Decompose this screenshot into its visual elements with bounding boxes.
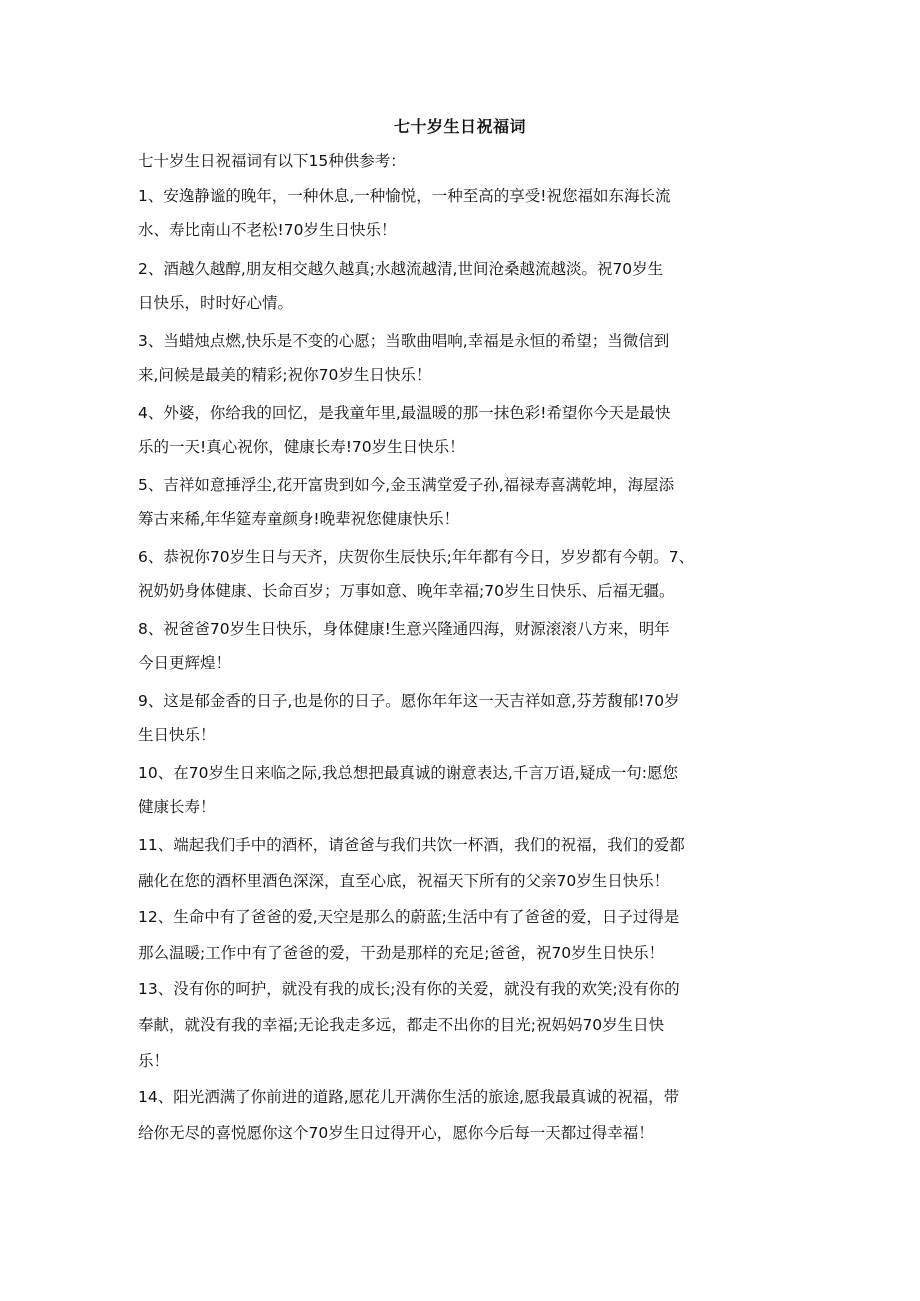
text-line: 2、酒越久越醇,朋友相交越久越真;水越流越清,世间沧桑越流越淡。祝70岁生: [138, 260, 664, 278]
text-line: 乐！: [138, 1052, 170, 1070]
text-line: 5、吉祥如意捶浮尘,花开富贵到如今,金玉满堂爱子孙,福禄寿喜满乾坤，海屋添: [138, 476, 675, 494]
text-line: 祝奶奶身体健康、长命百岁；万事如意、晚年幸福;70岁生日快乐、后福无疆。: [138, 582, 675, 600]
text-line: 6、恭祝你70岁生日与天齐，庆贺你生辰快乐;年年都有今日，岁岁都有今朝。7、: [138, 548, 695, 566]
text-line: 9、这是郁金香的日子,也是你的日子。愿你年年这一天吉祥如意,芬芳馥郁!70岁: [138, 692, 680, 710]
text-line: 今日更辉煌！: [138, 654, 232, 672]
text-line: 14、阳光洒满了你前进的道路,愿花儿开满你生活的旅途,愿我最真诚的祝福，带: [138, 1088, 680, 1106]
text-line: 3、当蜡烛点燃,快乐是不变的心愿；当歌曲唱响,幸福是永恒的希望；当微信到: [138, 332, 670, 350]
text-line: 12、生命中有了爸爸的爱,天空是那么的蔚蓝;生活中有了爸爸的爱，日子过得是: [138, 908, 680, 926]
text-line: 日快乐，时时好心情。: [138, 294, 294, 312]
text-line: 1、安逸静谧的晚年，一种休息,一种愉悦，一种至高的享受!祝您福如东海长流: [138, 187, 671, 205]
text-line: 10、在70岁生日来临之际,我总想把最真诚的谢意表达,千言万语,疑成一句:愿您: [138, 764, 678, 782]
text-line: 来,问候是最美的精彩;祝你70岁生日快乐！: [138, 366, 432, 384]
text-line: 那么温暖;工作中有了爸爸的爱，干劲是那样的充足;爸爸，祝70岁生日快乐！: [138, 944, 665, 962]
text-line: 给你无尽的喜悦愿你这个70岁生日过得开心，愿你今后每一天都过得幸福！: [138, 1124, 654, 1142]
text-line: 奉献，就没有我的幸福;无论我走多远，都走不出你的目光;祝妈妈70岁生日快: [138, 1016, 665, 1034]
text-line: 融化在您的酒杯里酒色深深，直至心底，祝福天下所有的父亲70岁生日快乐！: [138, 872, 670, 890]
text-line: 水、寿比南山不老松!70岁生日快乐！: [138, 221, 397, 239]
text-line: 8、祝爸爸70岁生日快乐，身体健康!生意兴隆通四海，财源滚滚八方来，明年: [138, 620, 670, 638]
text-line: 健康长寿！: [138, 798, 216, 816]
text-line: 11、端起我们手中的酒杯，请爸爸与我们共饮一杯酒，我们的祝福，我们的爱都: [138, 836, 685, 854]
text-line: 筹古来稀,年华筵寿童颜身!晚辈祝您健康快乐！: [138, 510, 460, 528]
text-line: 4、外婆，你给我的回忆，是我童年里,最温暖的那一抹色彩!希望你今天是最快: [138, 404, 671, 422]
intro-line: 七十岁生日祝福词有以下15种供参考：: [138, 152, 406, 170]
document-title: 七十岁生日祝福词: [393, 117, 526, 136]
text-line: 13、没有你的呵护，就没有我的成长;没有你的关爱，就没有我的欢笑;没有你的: [138, 980, 680, 998]
text-line: 生日快乐！: [138, 726, 216, 744]
text-line: 乐的一天!真心祝你，健康长寿!70岁生日快乐！: [138, 438, 465, 456]
